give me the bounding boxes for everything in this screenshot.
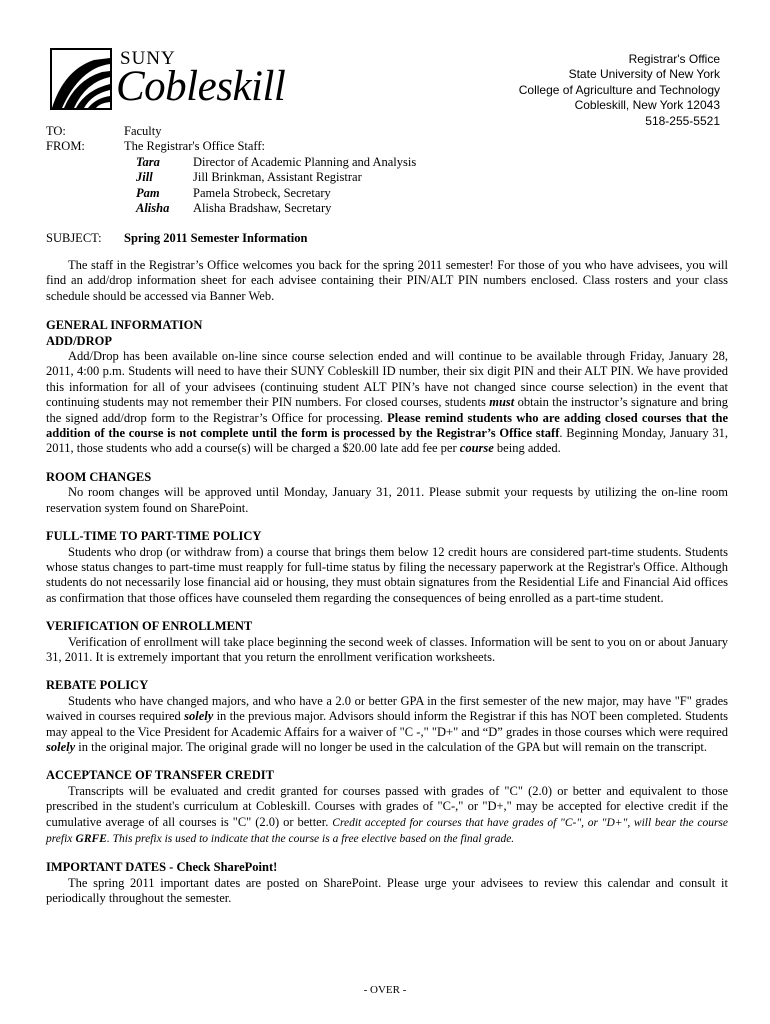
staff-item xyxy=(124,201,416,216)
from-value: The Registrar's Office Staff: xyxy=(124,139,265,154)
grfe-note-end: . This prefix is used to indicate that the course is a free elective based on the final grade. xyxy=(106,833,515,845)
cobleskill-logo-icon xyxy=(50,48,112,110)
to-value: Faculty xyxy=(124,124,162,138)
staff-item xyxy=(124,186,416,201)
staff-name: Tara xyxy=(136,154,160,169)
rebate-heading: REBATE POLICY xyxy=(46,678,149,693)
to-label: TO: xyxy=(46,124,66,138)
staff-title: Director of Academic Planning and Analysis xyxy=(193,154,417,169)
staff-title: Pamela Strobeck, Secretary xyxy=(193,185,331,200)
grfe-prefix: GRFE xyxy=(75,833,107,845)
rebate-paragraph: Students who have changed majors, and who have a 2.0 or better GPA in the first semester of the new major, may have "F" grades waived in courses required solely in the previous major. Advisors should inform the Registrar if this has NOT been completed. Students may appeal to the Vice President for Academic Affairs for a waiver of "C -," "D+" and “D” grades in those courses which were required solely in the original major. The original grade will no longer be used in the calculation of the GPA but will remain on the transcript. xyxy=(46,693,729,754)
staff-name: Jill xyxy=(136,170,153,185)
dates-paragraph: The spring 2011 important dates are posted on SharePoint. Please urge your advisees to review this calendar and consult it periodically throughout the semester. xyxy=(46,875,728,906)
office-line: Registrar's Office xyxy=(628,52,720,66)
fulltime-paragraph: Students who drop (or withdraw from) a course that brings them below 12 credit hours are considered part-time students. Students whose status changes to part-time must reapply for full-time status by filing the necessary paperwork at the Registrar's Office. Although students do not necessarily lose financial aid or housing, they must obtain signatures from the Residential Life and Financial Aid offices as confirmation that those offices have counseled them regarding the consequences of being enrolled as a part-time student. xyxy=(46,544,728,605)
staff-title: Jill Brinkman, Assistant Registrar xyxy=(193,170,362,185)
office-line: Cobleskill, New York 12043 xyxy=(574,98,720,113)
from-row xyxy=(46,139,726,154)
staff-row xyxy=(46,155,726,217)
room-paragraph: No room changes will be approved until Monday, January 31, 2011. Please submit your requests by utilizing the on-line room reservation system found on SharePoint. xyxy=(46,485,728,515)
subject-value: Spring 2011 Semester Information xyxy=(124,231,308,246)
emphasis-course: course xyxy=(459,441,494,456)
room-heading: ROOM CHANGES xyxy=(46,469,152,484)
college-logo xyxy=(50,48,320,114)
page-footer: - OVER - xyxy=(363,984,407,996)
emphasis-solely: solely xyxy=(46,739,76,754)
office-line: 518-255-5521 xyxy=(645,113,720,128)
from-label: FROM: xyxy=(46,139,85,154)
general-heading: GENERAL INFORMATION xyxy=(46,318,203,333)
add-drop-heading: ADD/DROP xyxy=(46,333,112,348)
add-drop-paragraph: Add/Drop has been available on-line since course selection ended and will continue to be available through Friday, January 28, 2011, 4:00 p.m. Students will need to have their SUNY Cobleskill ID number, their six digit PIN and their ALT PIN. We have provided this information for all of your advisees (continuing student ALT PIN’s have not changed since course selection) in the event that continuing students may not remember their PIN numbers. For closed courses, students must obtain the instructor’s signature and bring the signed add/drop form to the Registrar’s Office for processing. Please remind students who are adding closed courses that the addition of the course is not complete until the form is processed by the Registrar’s Office staff. Beginning Monday, January 31, 2011, those students who add a course(s) will be charged a $20.00 late add fee per course being added. xyxy=(46,349,729,456)
verification-heading: VERIFICATION OF ENROLLMENT xyxy=(46,619,253,634)
to-row xyxy=(46,124,726,139)
staff-title: Alisha Bradshaw, Secretary xyxy=(193,201,332,216)
transfer-heading: ACCEPTANCE OF TRANSFER CREDIT xyxy=(46,768,274,783)
fulltime-heading: FULL-TIME TO PART-TIME POLICY xyxy=(46,529,262,544)
staff-name: Pam xyxy=(136,185,160,200)
emphasis-must: must xyxy=(489,395,515,410)
office-line: State University of New York xyxy=(568,67,720,82)
staff-list xyxy=(124,155,416,217)
closed-course-warning: Please remind students who are adding closed courses that the addition of the course is not complete until the form is processed by the Registrar’s Office staff xyxy=(46,410,729,441)
subject-row xyxy=(46,231,726,246)
verification-paragraph: Verification of enrollment will take place beginning the second week of classes. Information will be sent to you on or about January 31, 2011. It is extremely important that you return the enrollment verification worksheets. xyxy=(46,634,728,664)
staff-item xyxy=(124,155,416,170)
staff-item xyxy=(124,170,416,185)
office-line: College of Agriculture and Technology xyxy=(518,82,720,97)
logo-college-name: Cobleskill xyxy=(116,63,286,110)
emphasis-solely: solely xyxy=(184,709,214,724)
grfe-note: Credit accepted for courses that have grades of "C-", or "D+", will bear the course prefix xyxy=(46,816,728,845)
dates-heading: IMPORTANT DATES - Check SharePoint! xyxy=(46,860,278,875)
memo-header xyxy=(46,124,726,247)
intro-paragraph: The staff in the Registrar’s Office welcomes you back for the spring 2011 semester! For those of you who have advisees, you will find an add/drop information sheet for each advisee containing their PIN/ALT PIN numbers enclosed. Class rosters and your class schedule should be accessed via Banner Web. xyxy=(46,258,728,303)
office-address xyxy=(519,52,720,129)
transfer-paragraph: Transcripts will be evaluated and credit granted for courses passed with grades of "C" (2.0) or better and equivalent to those prescribed in the student's curriculum at Cobleskill. Courses with grades of "C-," or "D+," may be accepted for elective credit if the cumulative average of all courses is "C" (2.0) or better. Credit accepted for courses that have grades of "C-", or "D+", will bear the course prefix GRFE. This prefix is used to indicate that the course is a free elective based on the final grade. xyxy=(46,783,728,845)
memo-body xyxy=(46,258,728,907)
subject-label: SUBJECT: xyxy=(46,231,102,246)
staff-name: Alisha xyxy=(136,201,170,216)
logo-suny-text: SUNY xyxy=(120,48,176,69)
